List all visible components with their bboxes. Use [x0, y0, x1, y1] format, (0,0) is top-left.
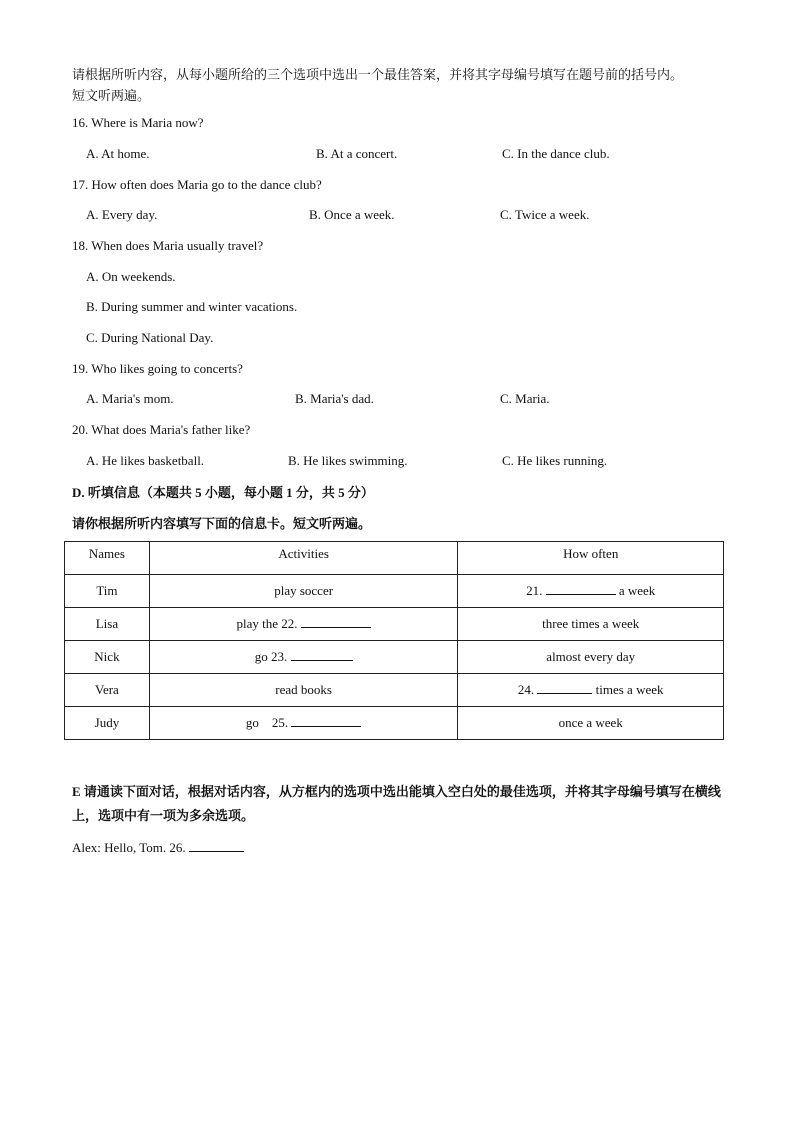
cell-activity: go 25.: [149, 707, 458, 740]
header-names: Names: [65, 542, 150, 575]
question-17: 17. How often does Maria go to the dance club?: [72, 177, 322, 192]
answer-blank-23[interactable]: [291, 649, 353, 661]
answer-blank-22[interactable]: [301, 616, 371, 628]
table-row: [65, 707, 724, 740]
question-20: 20. What does Maria's father like?: [72, 422, 251, 437]
cell-name: Judy: [65, 707, 150, 740]
option-20-a: A. He likes basketball.: [86, 453, 205, 468]
cell-how-often: three times a week: [458, 608, 724, 641]
option-19-a: A. Maria's mom.: [86, 391, 174, 406]
table-header-row: [65, 542, 724, 575]
answer-blank-25[interactable]: [291, 715, 361, 727]
header-how-often: How often: [458, 542, 724, 575]
header-activities: Activities: [149, 542, 458, 575]
option-20-b: B. He likes swimming.: [288, 453, 408, 468]
cell-name: Lisa: [65, 608, 150, 641]
question-16: 16. Where is Maria now?: [72, 115, 204, 130]
table-row: [65, 641, 724, 674]
cell-activity: read books: [149, 674, 458, 707]
dialogue-line-26: Alex: Hello, Tom. 26.: [72, 840, 244, 856]
option-19-c: C. Maria.: [500, 391, 550, 406]
table-row: [65, 575, 724, 608]
section-d-title: D. 听填信息（本题共 5 小题，每小题 1 分，共 5 分）: [72, 485, 374, 500]
cell-activity: play soccer: [149, 575, 458, 608]
option-18-b: B. During summer and winter vacations.: [86, 299, 298, 314]
option-16-a: A. At home.: [86, 146, 150, 161]
answer-blank-26[interactable]: [189, 840, 244, 852]
answer-blank-21[interactable]: [546, 583, 616, 595]
cell-name: Vera: [65, 674, 150, 707]
info-card-table: [64, 541, 724, 740]
option-17-b: B. Once a week.: [309, 207, 395, 222]
cell-how-often: 21. a week: [458, 575, 724, 608]
option-19-b: B. Maria's dad.: [295, 391, 374, 406]
cell-name: Tim: [65, 575, 150, 608]
question-18: 18. When does Maria usually travel?: [72, 238, 264, 253]
option-16-b: B. At a concert.: [316, 146, 398, 161]
cell-activity: go 23.: [149, 641, 458, 674]
question-19: 19. Who likes going to concerts?: [72, 361, 243, 376]
section-d-instruction: 请你根据所听内容填写下面的信息卡。短文听两遍。: [72, 516, 372, 531]
table-row: [65, 674, 724, 707]
option-17-c: C. Twice a week.: [500, 207, 590, 222]
answer-blank-24[interactable]: [537, 682, 592, 694]
cell-name: Nick: [65, 641, 150, 674]
table-row: [65, 608, 724, 641]
option-20-c: C. He likes running.: [502, 453, 608, 468]
option-16-c: C. In the dance club.: [502, 146, 610, 161]
option-17-a: A. Every day.: [86, 207, 158, 222]
section-e-instruction: E 请通读下面对话，根据对话内容，从方框内的选项中选出能填入空白处的最佳选项，并将其字母编号填写在横线上，选项中有一项为多余选项。: [72, 784, 721, 823]
instructions-intro: 请根据所听内容，从每小题所给的三个选项中选出一个最佳答案，并将其字母编号填写在题号前的括号内。 短文听两遍。: [72, 67, 684, 103]
option-18-a: A. On weekends.: [86, 269, 176, 284]
cell-activity: play the 22.: [149, 608, 458, 641]
cell-how-often: once a week: [458, 707, 724, 740]
cell-how-often: almost every day: [458, 641, 724, 674]
cell-how-often: 24. times a week: [458, 674, 724, 707]
option-18-c: C. During National Day.: [86, 330, 214, 345]
